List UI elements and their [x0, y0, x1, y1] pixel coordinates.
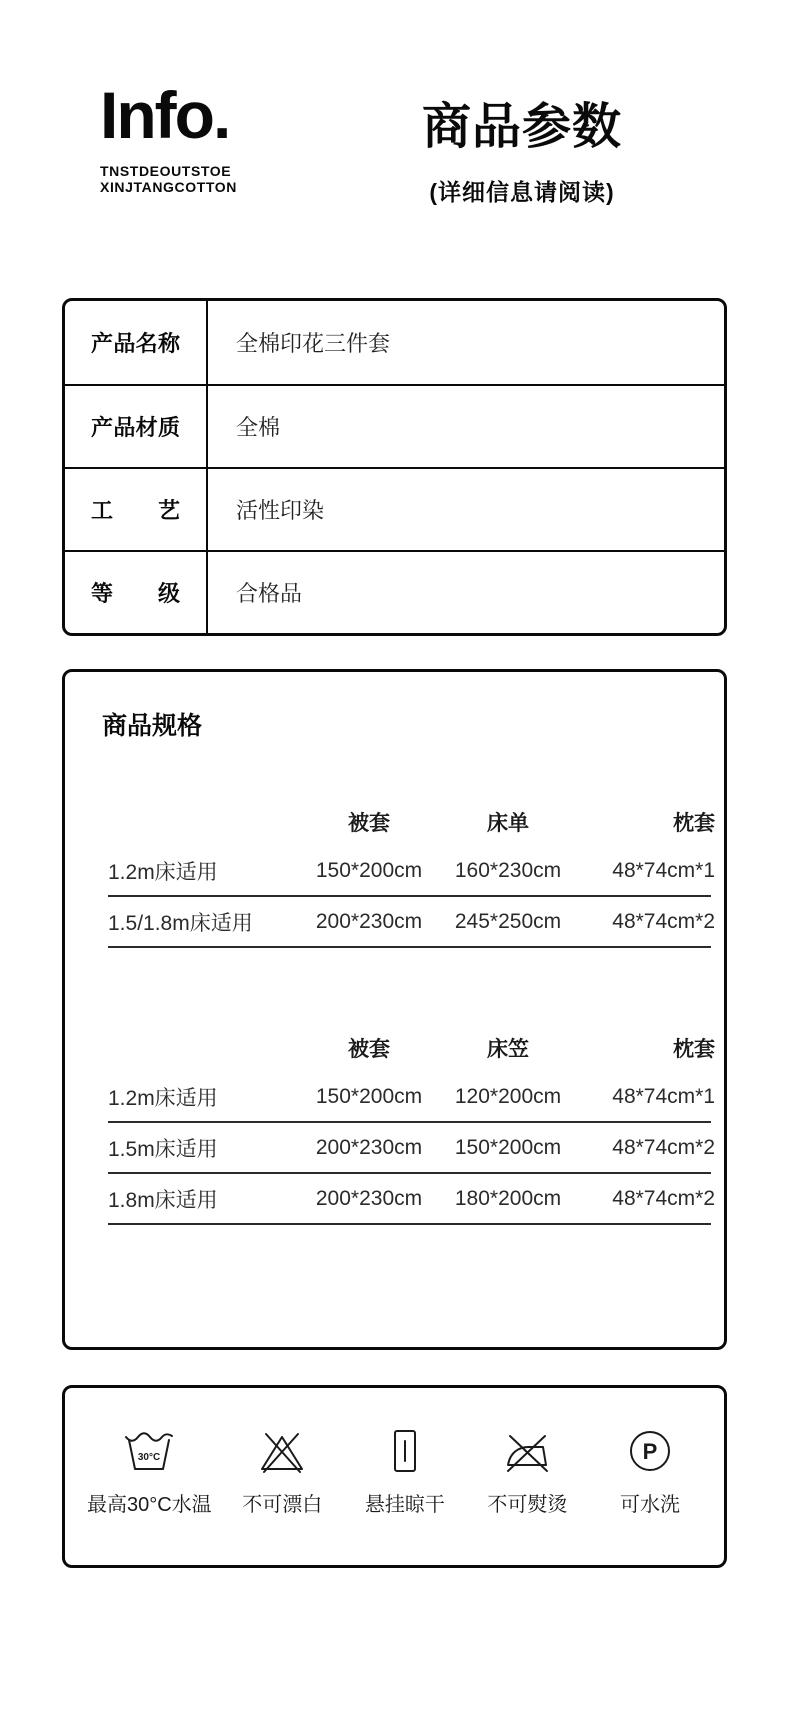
- size-label: 1.5m床适用: [108, 1137, 218, 1161]
- do-not-iron-icon: [502, 1428, 552, 1474]
- hang-dry-icon: [380, 1428, 430, 1474]
- care-item: [598, 1428, 702, 1517]
- size-label: 1.5/1.8m床适用: [108, 911, 253, 935]
- washable-p-letter: P: [642, 1439, 658, 1464]
- care-label: 不可漂白: [242, 1494, 323, 1516]
- spec-header-row: [108, 1024, 715, 1072]
- row-label-cell: [65, 386, 208, 467]
- do-not-bleach-icon: [257, 1428, 307, 1474]
- wash-temp-30-icon: [124, 1428, 174, 1474]
- spec-header-row: [108, 798, 715, 846]
- care-item: [87, 1428, 212, 1517]
- spec-value: 200*230cm: [315, 1186, 423, 1210]
- spec-value: 200*230cm: [315, 1135, 423, 1159]
- row-label: 产品名称: [91, 331, 180, 356]
- size-label: 1.2m床适用: [108, 1086, 218, 1110]
- spec-title: 商品规格: [102, 712, 203, 740]
- table-row: [65, 301, 724, 384]
- column-header: 枕套: [673, 812, 715, 835]
- column-header: 床笠: [487, 1038, 529, 1061]
- spec-value: 160*230cm: [454, 858, 562, 882]
- spec-value: 245*250cm: [454, 909, 562, 933]
- spec-row: [108, 1123, 715, 1174]
- care-label: 不可熨烫: [487, 1494, 568, 1516]
- logo-block: [100, 78, 237, 196]
- table-row: [65, 384, 724, 467]
- column-header: 被套: [348, 1038, 390, 1061]
- table-row: [65, 550, 724, 633]
- logo-subtext-line1: TNSTDEOUTSTOE: [100, 162, 232, 179]
- spec-row: [108, 897, 715, 948]
- row-value: 合格品: [236, 581, 303, 606]
- row-label: 等级: [91, 581, 180, 606]
- spec-value: 48*74cm*2: [612, 1135, 715, 1159]
- page-subtitle: (详细信息请阅读): [429, 179, 615, 205]
- spec-value: 120*200cm: [454, 1084, 562, 1108]
- info-logo: Info.: [100, 78, 230, 152]
- spec-value: 150*200cm: [315, 1084, 423, 1108]
- logo-subtext: [100, 163, 237, 197]
- column-header: 枕套: [673, 1038, 715, 1061]
- spec-value: 48*74cm*2: [612, 909, 715, 933]
- column-header: 床单: [487, 812, 529, 835]
- column-header: 被套: [348, 812, 390, 835]
- care-label: 最高30°C水温: [87, 1494, 212, 1516]
- row-label-cell: [65, 552, 208, 633]
- spec-value: 48*74cm*2: [612, 1186, 715, 1210]
- page-title: 商品参数: [421, 100, 622, 154]
- spec-row: [108, 1174, 715, 1225]
- washable-p-icon: [627, 1428, 673, 1474]
- care-item: [475, 1428, 579, 1517]
- row-label: 产品材质: [91, 415, 180, 440]
- row-label-cell: [65, 469, 208, 550]
- row-value: 全棉: [236, 415, 281, 440]
- wash-temp-label: 30°C: [138, 1452, 161, 1463]
- spec-value: 48*74cm*1: [612, 858, 715, 882]
- size-label: 1.2m床适用: [108, 860, 218, 884]
- spec-value: 150*200cm: [454, 1135, 562, 1159]
- logo-subtext-line2: XINJTANGCOTTON: [100, 179, 237, 196]
- spec-row: [108, 846, 715, 897]
- care-item: [230, 1428, 334, 1517]
- product-info-table: [62, 298, 727, 636]
- spec-box: [62, 669, 727, 1350]
- row-label: 工艺: [91, 498, 180, 523]
- spec-table-sheet: [108, 798, 715, 948]
- spec-value: 180*200cm: [454, 1186, 562, 1210]
- spec-value: 48*74cm*1: [612, 1084, 715, 1108]
- size-label: 1.8m床适用: [108, 1188, 218, 1212]
- row-value: 全棉印花三件套: [236, 331, 391, 356]
- spec-row: [108, 1072, 715, 1123]
- care-instructions-box: [62, 1385, 727, 1568]
- spec-table-fitted: [108, 1024, 715, 1225]
- care-label: 悬挂晾干: [364, 1494, 445, 1516]
- row-value: 活性印染: [236, 498, 325, 523]
- spec-value: 200*230cm: [315, 909, 423, 933]
- title-block: [408, 88, 636, 207]
- spec-value: 150*200cm: [315, 858, 423, 882]
- care-label: 可水洗: [620, 1494, 680, 1516]
- row-label-cell: [65, 301, 208, 384]
- table-row: [65, 467, 724, 550]
- care-item: [353, 1428, 457, 1517]
